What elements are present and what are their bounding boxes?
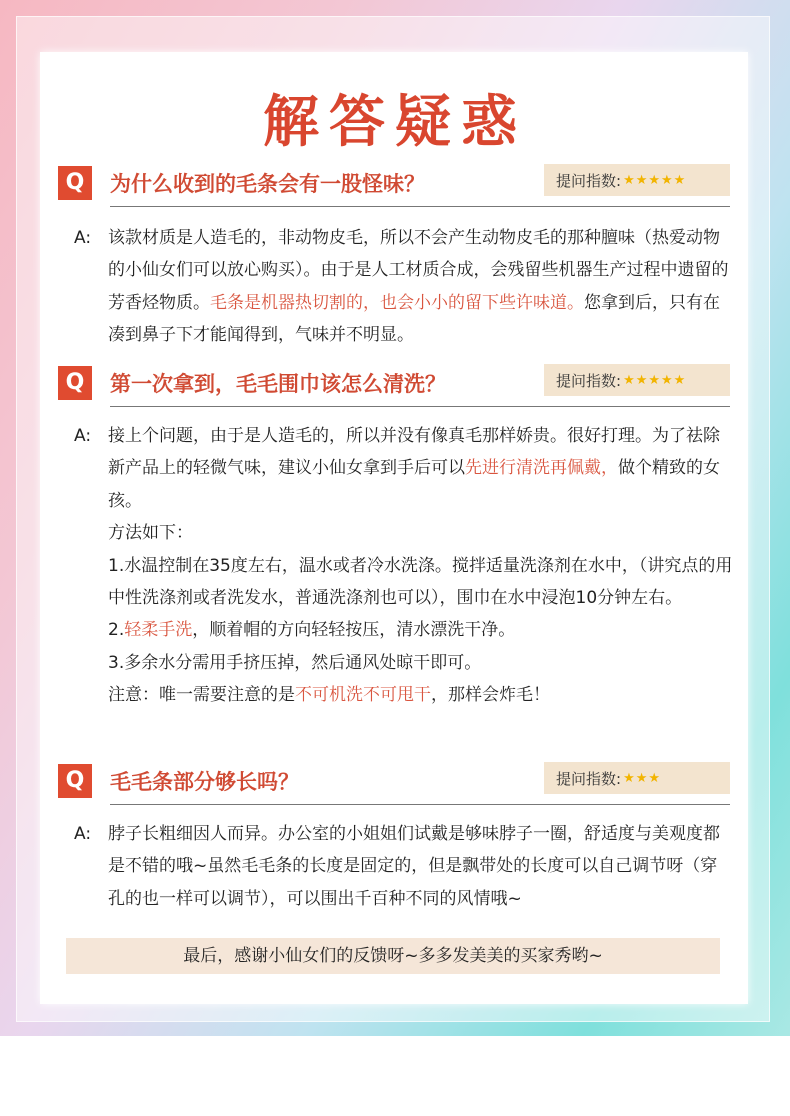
- answer-3: [74, 818, 734, 915]
- answer-1-part-3: 您拿到后，只有在凑到鼻子下才能闻得到，气味并不明显。: [108, 292, 720, 346]
- rating-box: [544, 364, 730, 396]
- answer-label: A:: [74, 824, 92, 844]
- page-title: 解答疑惑: [263, 89, 527, 155]
- star-rating-icon: ★★★★★: [623, 372, 687, 388]
- step-2-highlight: 轻柔手洗: [124, 620, 193, 641]
- step-2-num: 2.: [108, 620, 125, 641]
- question-2-text: 第一次拿到，毛毛围巾该怎么清洗？: [110, 372, 446, 396]
- answer-1-part-1: 该款材质是人造毛的，非动物皮毛，所以不会产生动物皮毛的那种膻味（热爱动物的小仙女们可以放心购买）。由于是人工材质合成，会残留些机器生产过程中遗留的芳香烃物质。: [108, 228, 729, 313]
- note-end: ，那样会炸毛！: [431, 685, 550, 706]
- step-3: 3.多余水分需用手挤压掉，然后通风处晾干即可。: [108, 652, 482, 673]
- question-3-text: 毛毛条部分够长吗？: [110, 770, 299, 794]
- answer-2-highlight: 先进行清洗再佩戴，: [465, 458, 618, 479]
- rating-label: 提问指数:: [556, 769, 622, 788]
- question-1-header: [58, 162, 730, 206]
- answer-label: A:: [74, 228, 92, 248]
- q-badge: Q: [58, 764, 92, 798]
- answer-2-intro-end: 做个精致的女孩。: [108, 458, 720, 511]
- q-badge: Q: [58, 166, 92, 200]
- answer-label: A:: [74, 426, 92, 446]
- method-title: 方法如下：: [108, 523, 193, 544]
- question-3-header: [58, 760, 730, 804]
- q-badge: Q: [58, 366, 92, 400]
- divider: [110, 406, 730, 407]
- answer-3-text: 脖子长粗细因人而异。办公室的小姐姐们试戴是够味脖子一圈，舒适度与美观度都是不错的哦~虽然毛毛条的长度是固定的，但是飘带处的长度可以自己调节呀（穿孔的也一样可以调节），可以围出千百种不同的风情哦~: [108, 824, 720, 909]
- rating-label: 提问指数:: [556, 171, 622, 190]
- note-highlight: 不可机洗不可甩干: [295, 685, 431, 706]
- step-1: 1.水温控制在35度左右，温水或者冷水洗涤。搅拌适量洗涤剂在水中，（讲究点的用中性洗涤剂或者洗发水，普通洗涤剂也可以），围巾在水中浸泡10分钟左右。: [108, 555, 733, 609]
- question-2-header: [58, 362, 730, 406]
- divider: [110, 804, 730, 805]
- rating-box: [544, 762, 730, 794]
- rating-label: 提问指数:: [556, 371, 622, 390]
- star-rating-icon: ★★★★★: [623, 172, 687, 188]
- answer-2: [74, 420, 734, 712]
- question-1-text: 为什么收到的毛条会有一股怪味？: [110, 172, 425, 196]
- answer-1-highlight: 毛条是机器热切割的，也会小小的留下些许味道。: [210, 292, 584, 313]
- star-rating-icon: ★★★: [623, 770, 662, 786]
- divider: [110, 206, 730, 207]
- answer-1: [74, 222, 734, 352]
- step-2-text: ，顺着帽的方向轻轻按压，清水漂洗干净。: [192, 620, 516, 641]
- closing-banner: 最后，感谢小仙女们的反馈呀~多多发美美的买家秀哟~: [66, 938, 720, 974]
- note-text: 注意：唯一需要注意的是: [108, 685, 295, 706]
- answer-2-intro: 接上个问题，由于是人造毛的，所以并没有像真毛那样娇贵。很好打理。为了祛除新产品上的轻微气味，建议小仙女拿到手后可以: [108, 426, 720, 479]
- rating-box: [544, 164, 730, 196]
